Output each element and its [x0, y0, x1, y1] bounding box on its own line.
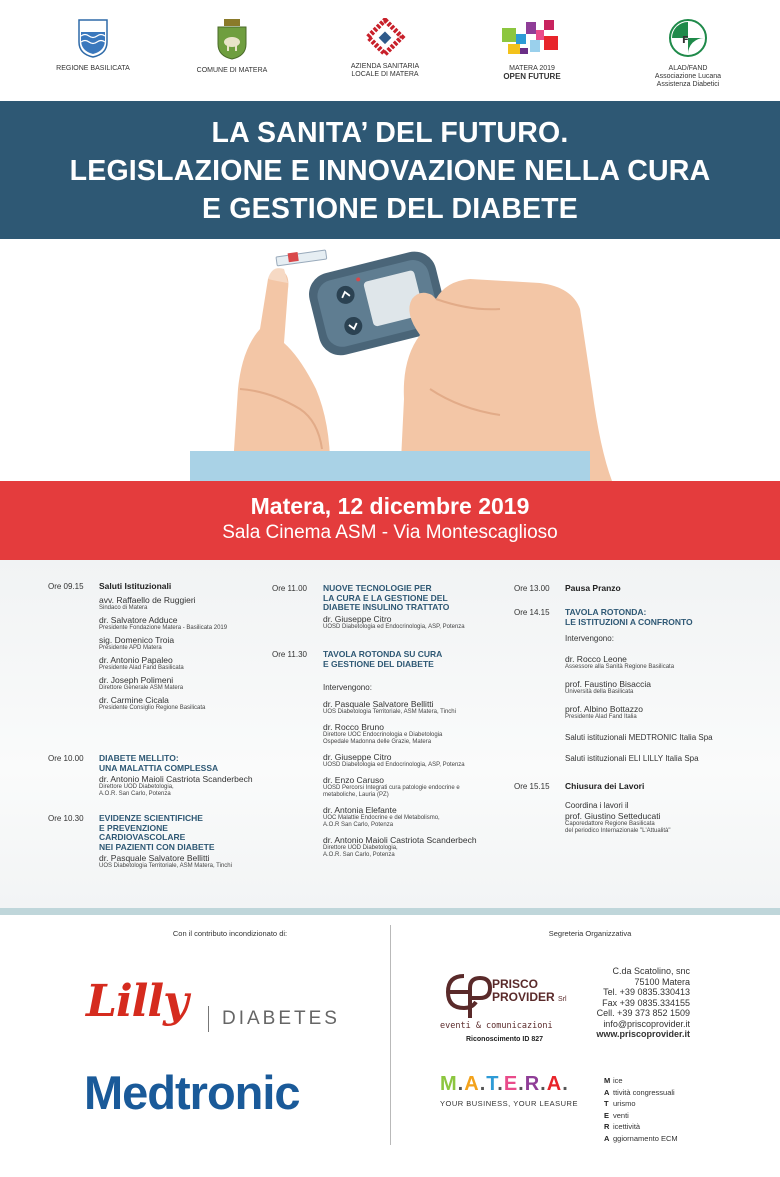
matera-2019-squares-icon: [500, 18, 564, 58]
speaker-role: UOS Diabetologia Territoriale, ASM Matera, Tinchi: [99, 863, 232, 869]
acronym-letter: R: [604, 1122, 610, 1131]
contact-cell: Cell. +39 373 852 1509: [596, 1008, 690, 1018]
speaker-role: UOC Malattie Endocrine e del Metabolismo,: [323, 815, 440, 821]
session-title: Chiusura dei Lavori: [565, 781, 645, 791]
session-time: Ore 11.00: [272, 584, 307, 593]
session-title: EVIDENZE SCIENTIFICHE: [99, 813, 203, 823]
acronym-rest: venti: [613, 1110, 629, 1120]
lilly-diabetes-logo: [86, 976, 346, 1036]
matera-letters: [440, 1073, 569, 1095]
acronym-letter: E: [604, 1110, 610, 1120]
speaker-name: sig. Domenico Troia: [99, 634, 175, 645]
title-line-3: E GESTIONE DEL DIABETE: [201, 193, 578, 225]
contact-website-link[interactable]: www.priscoprovider.it: [596, 1029, 690, 1039]
logo-asl-matera: [330, 18, 440, 79]
contact-address: C.da Scatolino, snc: [612, 966, 690, 976]
acronym-rest: ice: [613, 1076, 623, 1085]
speaker-name: dr. Salvatore Adduce: [99, 614, 178, 625]
logo-alad-fand: [638, 18, 738, 89]
speaker-name: dr. Joseph Polimeni: [99, 674, 174, 685]
acronym-rest: ttività congressuali: [613, 1087, 675, 1097]
acronym-rest: ggiornamento ECM: [613, 1133, 678, 1143]
session-title: UNA MALATTIA COMPLESSA: [99, 762, 219, 773]
program-section: [0, 560, 780, 908]
title-band: [0, 101, 780, 239]
logo-comune-text: COMUNE DI MATERA: [196, 67, 268, 74]
speaker-name: prof. Albino Bottazzo: [565, 704, 643, 714]
speaker-role: Sindaco di Matera: [99, 604, 148, 611]
session-tavola-rotonda-cura: [272, 650, 502, 859]
speaker-name: dr. Antonia Elefante: [323, 805, 397, 815]
session-time: Ore 10.00: [48, 754, 84, 763]
section-divider: [0, 908, 780, 915]
speaker-role: A.O.R. San Carlo, Potenza: [323, 852, 395, 858]
matera-acronym-list: [604, 1075, 724, 1144]
speaker-role: Ospedale Madonna delle Grazie, Matera: [323, 739, 432, 745]
session-time: Ore 15.15: [514, 782, 550, 791]
speaker-role: Caporedattore Regione Basilicata: [565, 820, 655, 827]
session-title: TAVOLA ROTONDA SU CURA: [323, 649, 443, 659]
matera-letter: R: [524, 1073, 541, 1095]
matera-letter: A: [546, 1073, 563, 1095]
speaker-role: Direttore UOD Diabetologia,: [99, 784, 174, 790]
matera-letter: .: [540, 1073, 547, 1095]
acronym-row: [604, 1110, 724, 1122]
speaker-role: Presidente Fondazione Matera - Basilicata 2019: [99, 624, 228, 631]
matera-letter: .: [497, 1073, 504, 1095]
prisco-text: PRISCO: [492, 977, 539, 991]
acronym-row: [604, 1087, 724, 1099]
session-title: Saluti Istituzionali: [99, 581, 172, 591]
acronym-letter: M: [604, 1076, 611, 1085]
matera-event-logo: [440, 1073, 590, 1113]
footer-vertical-divider: [390, 925, 391, 1145]
session-time: Ore 14.15: [514, 608, 550, 617]
logo-asl-text-2: LOCALE DI MATERA: [351, 71, 419, 78]
speaker-role: Direttore Generale ASM Matera: [99, 684, 184, 691]
acronym-row: [604, 1133, 724, 1145]
matera-letter: E: [503, 1073, 519, 1095]
matera-letter: M: [440, 1073, 458, 1095]
session-title: LA CURA E LA GESTIONE DEL: [323, 592, 448, 603]
comune-crest-icon: [215, 18, 249, 60]
contact-email-link[interactable]: info@priscoprovider.it: [603, 1018, 690, 1029]
contacts-block: [560, 966, 690, 1040]
speaker-name: dr. Carmine Cicala: [99, 694, 169, 705]
speaker-role: Presidente Consiglio Regione Basilicata: [99, 704, 206, 711]
contact-city: 75100 Matera: [634, 976, 690, 987]
date-band: [0, 481, 780, 560]
matera-letter: .: [457, 1073, 465, 1095]
session-title: TAVOLA ROTONDA:: [565, 607, 647, 617]
provider-text: PROVIDER: [492, 990, 555, 1004]
speaker-role: UOS Diabetologia Territoriale, ASM Matera, Tinchi: [323, 709, 456, 715]
speaker-name: prof. Giustino Setteducati: [565, 810, 661, 821]
session-chiusura-lavori: [514, 782, 744, 835]
saluti-eli-lilly: Saluti istituzionali ELI LILLY Italia Spa: [565, 754, 699, 763]
logo-matera-text-2: OPEN FUTURE: [503, 72, 561, 81]
session-pausa-pranzo: [514, 584, 744, 594]
logo-alad-text-3: Assistenza Diabetici: [656, 81, 720, 88]
speaker-name: dr. Pasquale Salvatore Bellitti: [323, 699, 434, 709]
session-title: NUOVE TECNOLOGIE PER: [323, 583, 432, 593]
prisco-provider-name: [492, 978, 567, 1006]
regione-crest-icon: [77, 18, 109, 58]
eventi-text: eventi & comunicazioni: [440, 1021, 553, 1031]
speaker-role: Presidente Alad Fand Italia: [565, 714, 637, 720]
session-title: Pausa Pranzo: [565, 583, 621, 593]
speaker-name: dr. Rocco Leone: [565, 654, 627, 664]
acronym-rest: urismo: [613, 1099, 636, 1108]
title-line-1: LA SANITA’ DEL FUTURO.: [211, 117, 569, 149]
session-time: Ore 13.00: [514, 584, 550, 593]
acronym-letter: T: [604, 1099, 609, 1108]
speaker-name: dr. Enzo Caruso: [323, 775, 384, 785]
speaker-role: Università della Basilicata: [565, 689, 634, 695]
intervengono-label: Intervengono:: [323, 683, 372, 692]
contact-fax: Fax +39 0835.334155: [602, 997, 690, 1008]
matera-letter: A: [464, 1073, 480, 1095]
speaker-name: prof. Faustino Bisaccia: [565, 679, 651, 689]
logos-header: [0, 0, 780, 100]
speaker-role: Presidente APD Matera: [99, 644, 162, 651]
speaker-role: Direttore UOC Endocrinologia e Diabetologia: [323, 732, 443, 738]
event-date: Matera, 12 dicembre 2019: [250, 493, 530, 519]
contact-tel: Tel. +39 0835.330413: [603, 987, 690, 997]
acronym-row: [604, 1098, 724, 1110]
lilly-wordmark: Lilly: [86, 976, 188, 1027]
session-title: E GESTIONE DEL DIABETE: [323, 658, 434, 669]
speaker-role: Presidente Alad Fand Basilicata: [99, 664, 184, 671]
session-title: LE ISTITUZIONI A CONFRONTO: [565, 616, 693, 627]
coordina-label: Coordina i lavori il: [565, 800, 629, 810]
speaker-name: dr. Giuseppe Citro: [323, 613, 392, 624]
logo-matera-2019: [482, 18, 582, 81]
session-title: E PREVENZIONE: [99, 822, 168, 833]
session-diabete-mellito: [48, 754, 268, 798]
lilly-separator: [208, 1006, 209, 1032]
acronym-row: [604, 1121, 724, 1133]
speaker-name: dr. Antonio Papaleo: [99, 654, 173, 665]
session-time: Ore 11.30: [272, 650, 307, 659]
logo-asl-text-1: AZIENDA SANITARIA: [350, 63, 420, 70]
speaker-name: dr. Antonio Maioli Castriota Scanderbech: [99, 774, 253, 784]
session-saluti-istituzionali: [48, 582, 268, 712]
acronym-rest: icettività: [613, 1122, 641, 1131]
title-line-2: LEGISLAZIONE E INNOVAZIONE NELLA CURA: [69, 155, 711, 187]
speaker-name: avv. Raffaello de Ruggieri: [99, 594, 196, 605]
speaker-role: A.O.R. San Carlo, Potenza: [99, 791, 171, 797]
alad-fand-circle-icon: [666, 18, 710, 58]
glucometer-illustration: [0, 239, 780, 481]
speaker-role: UOSD Diabetologia ed Endocrinologia, ASP, Potenza: [323, 762, 465, 768]
session-evidenze-scientifiche: [48, 814, 268, 870]
speaker-role: metaboliche, Lauria (PZ): [323, 792, 389, 798]
hands-glucometer-icon: [0, 239, 780, 481]
session-title: DIABETE MELLITO:: [99, 753, 179, 763]
matera-wordmark: [440, 1073, 569, 1096]
session-time: Ore 09.15: [48, 582, 84, 591]
session-nuove-tecnologie: [272, 584, 502, 631]
acronym-row: [604, 1075, 724, 1087]
asl-diamond-icon: [363, 18, 407, 56]
speaker-name: dr. Rocco Bruno: [323, 722, 384, 732]
saluti-medtronic: Saluti istituzionali MEDTRONIC Italia Spa: [565, 733, 713, 742]
prisco-provider-logo: [440, 968, 580, 1048]
logo-regione-basilicata: [48, 18, 138, 73]
medtronic-logo: Medtronic: [84, 1066, 300, 1119]
srl-text: Srl: [558, 996, 567, 1003]
logo-alad-text-1: ALAD/FAND: [668, 65, 708, 72]
svg-text:F: F: [682, 35, 689, 46]
intervengono-label: Intervengono:: [565, 634, 614, 643]
lilly-diabetes-text: DIABETES: [222, 1008, 340, 1029]
matera-letter: T: [486, 1073, 498, 1095]
contrib-label: Con il contributo incondizionato di:: [172, 929, 288, 938]
session-title: CARDIOVASCOLARE: [99, 832, 186, 842]
speaker-role: A.O.R San Carlo, Potenza: [323, 822, 394, 828]
matera-tagline: YOUR BUSINESS, YOUR LEASURE: [440, 1099, 578, 1108]
logo-alad-text-2: Associazione Lucana: [654, 73, 722, 80]
speaker-role: Direttore UOD Diabetologia,: [323, 845, 398, 851]
session-time: Ore 10.30: [48, 814, 84, 823]
logo-comune-matera: [192, 18, 272, 75]
speaker-name: dr. Antonio Maioli Castriota Scanderbech: [323, 835, 477, 845]
riconoscimento-text: Riconoscimento ID 827: [466, 1036, 544, 1043]
speaker-role: UOSD Diabetologia ed Endocrinologia, ASP, Potenza: [323, 623, 465, 630]
session-title: NEI PAZIENTI CON DIABETE: [99, 841, 215, 852]
logo-regione-text: REGIONE BASILICATA: [56, 65, 130, 72]
matera-letter: .: [479, 1073, 487, 1095]
matera-letter: .: [562, 1073, 569, 1095]
matera-letter: .: [518, 1073, 525, 1095]
session-tavola-rotonda-istituzioni: [514, 608, 744, 764]
session-title: DIABETE INSULINO TRATTATO: [323, 602, 450, 612]
speaker-name: dr. Giuseppe Citro: [323, 752, 392, 762]
acronym-letter: A: [604, 1087, 610, 1097]
segreteria-label: Segreteria Organizzativa: [548, 929, 632, 938]
speaker-role: UOSD Percorsi Integrati cura patologie endocrine e: [323, 785, 460, 791]
event-venue: Sala Cinema ASM - Via Montescaglioso: [222, 522, 558, 543]
speaker-role: del periodico Internazionale "L'Attualità": [565, 827, 671, 834]
acronym-letter: A: [604, 1133, 610, 1143]
speaker-name: dr. Pasquale Salvatore Bellitti: [99, 853, 210, 863]
speaker-role: Assessore alla Sanità Regione Basilicata: [565, 664, 675, 670]
ep-monogram-icon: [442, 968, 492, 1020]
logo-matera-text-1: MATERA 2019: [509, 65, 555, 72]
